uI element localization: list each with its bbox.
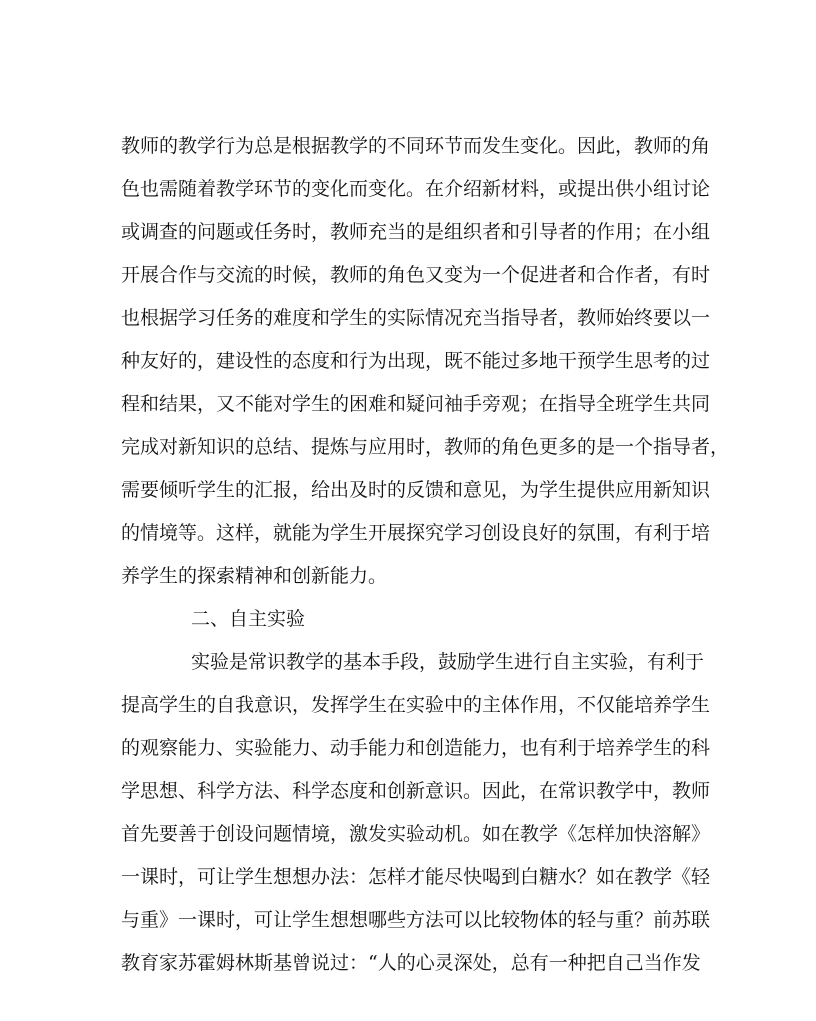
- paragraph-line: 开展合作与交流的时候，教师的角色又变为一个促进者和合作者，有时: [121, 264, 711, 286]
- paragraph-line: 色也需随着教学环节的变化而变化。在介绍新材料，或提出供小组讨论: [121, 178, 711, 200]
- paragraph-line: 学思想、科学方法、科学态度和创新意识。因此，在常识教学中，教师: [121, 780, 711, 802]
- paragraph-line: 与重》一课时，可让学生想想哪些方法可以比较物体的轻与重？前苏联: [121, 909, 711, 931]
- paragraph-line: 的观察能力、实验能力、动手能力和创造能力，也有利于培养学生的科: [121, 737, 711, 759]
- paragraph-line: 程和结果，又不能对学生的困难和疑问袖手旁观；在指导全班学生共同: [121, 393, 711, 415]
- paragraph-line: 的情境等。这样，就能为学生开展探究学习创设良好的氛围，有利于培: [121, 522, 711, 544]
- paragraph-line: 教育家苏霍姆林斯基曾说过：“人的心灵深处，总有一种把自己当作发: [121, 952, 701, 974]
- paragraph-line: 实验是常识教学的基本手段，鼓励学生进行自主实验，有利于: [191, 651, 705, 673]
- paragraph-line: 完成对新知识的总结、提炼与应用时，教师的角色更多的是一个指导者，: [121, 436, 730, 458]
- paragraph-line: 教师的教学行为总是根据教学的不同环节而发生变化。因此，教师的角: [121, 135, 711, 157]
- paragraph-line: 需要倾听学生的汇报，给出及时的反馈和意见，为学生提供应用新知识: [121, 479, 711, 501]
- paragraph-line: 养学生的探索精神和创新能力。: [121, 565, 388, 587]
- paragraph-line: 首先要善于创设问题情境，激发实验动机。如在教学《怎样加快溶解》: [121, 823, 711, 845]
- paragraph-line: 一课时，可让学生想想办法：怎样才能尽快喝到白糖水？如在教学《轻: [121, 866, 711, 888]
- paragraph-line: 也根据学习任务的难度和学生的实际情况充当指导者，教师始终要以一: [121, 307, 711, 329]
- section-heading: 二、自主实验: [191, 608, 306, 630]
- paragraph-line: 种友好的，建设性的态度和行为出现，既不能过多地干预学生思考的过: [121, 350, 711, 372]
- paragraph-line: 提高学生的自我意识，发挥学生在实验中的主体作用，不仅能培养学生: [121, 694, 711, 716]
- paragraph-line: 或调查的问题或任务时，教师充当的是组织者和引导者的作用；在小组: [121, 221, 711, 243]
